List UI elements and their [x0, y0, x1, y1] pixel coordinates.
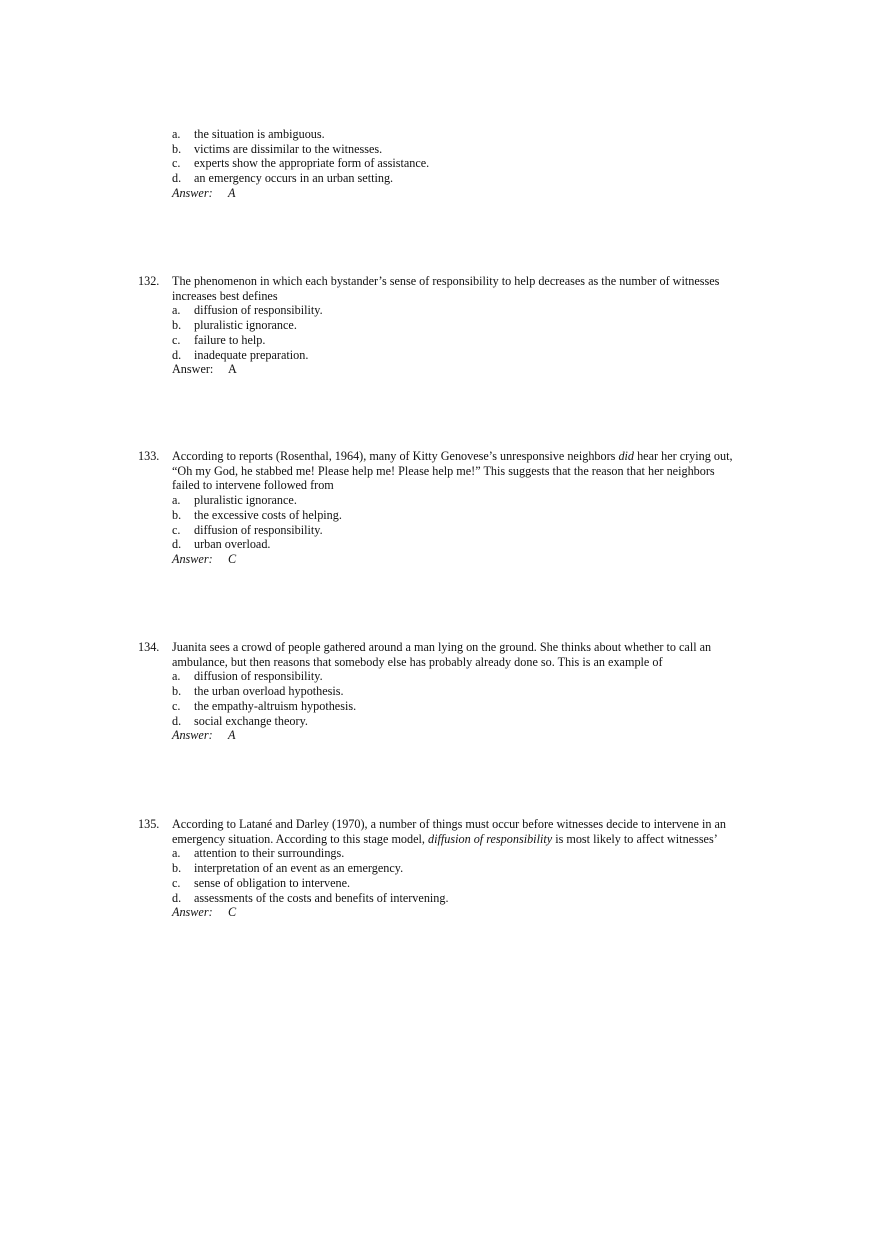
option-text: victims are dissimilar to the witnesses. — [194, 141, 383, 156]
answer-value: A — [228, 728, 236, 743]
answer-value: C — [228, 551, 237, 566]
option-b — [172, 861, 738, 876]
option-text: sense of obligation to intervene. — [194, 875, 351, 890]
question-stem — [172, 449, 742, 493]
option-text: pluralistic ignorance. — [194, 318, 297, 333]
stem-text: The phenomenon in which each bystander’s sense of responsibility to help decreases as the number of witnesses increases best defines — [172, 274, 720, 303]
answer-label: Answer: — [172, 728, 213, 743]
option-letter: d. — [172, 171, 182, 186]
option-text: experts show the appropriate form of assistance. — [194, 156, 430, 171]
option-letter: c. — [172, 522, 181, 537]
stem-text: According to reports (Rosenthal, 1964), many of Kitty Genovese’s unresponsive neighbors — [172, 449, 619, 463]
option-letter: b. — [172, 507, 182, 522]
stem-text: According to Latané and Darley (1970), a number of things must occur before witnesses decide to intervene in an emergency situation. According to this stage model, — [172, 817, 727, 846]
question-131-continuation — [138, 127, 738, 201]
answer-value: A — [228, 185, 236, 200]
option-letter: b. — [172, 861, 182, 876]
option-a — [172, 127, 738, 142]
option-d — [172, 891, 738, 906]
option-letter: c. — [172, 875, 181, 890]
option-a — [172, 303, 738, 318]
option-c — [172, 876, 738, 891]
option-a — [172, 846, 738, 861]
answer — [172, 552, 738, 567]
question-stem — [172, 274, 742, 303]
option-c — [172, 523, 738, 538]
question-number: 133. — [138, 449, 160, 463]
option-d — [172, 714, 738, 729]
question-133 — [138, 449, 738, 567]
option-b — [172, 318, 738, 333]
question-134 — [138, 640, 738, 743]
question-132 — [138, 274, 738, 377]
question-number: 132. — [138, 274, 160, 288]
option-b — [172, 508, 738, 523]
option-text: pluralistic ignorance. — [194, 493, 297, 508]
option-letter: c. — [172, 156, 181, 171]
answer-label: Answer: — [172, 551, 213, 566]
option-letter: d. — [172, 713, 182, 728]
option-d — [172, 171, 738, 186]
answer — [172, 728, 738, 743]
stem-text: is most likely to affect witnesses’ — [552, 831, 718, 846]
question-135 — [138, 817, 738, 920]
answer-label: Answer: — [172, 362, 214, 377]
option-letter: a. — [172, 303, 181, 318]
answer — [172, 362, 738, 377]
option-letter: c. — [172, 332, 181, 347]
option-letter: b. — [172, 684, 182, 699]
option-text: the urban overload hypothesis. — [194, 684, 344, 699]
answer — [172, 905, 738, 920]
option-text: interpretation of an event as an emergency. — [194, 861, 404, 876]
option-letter: c. — [172, 698, 181, 713]
option-letter: a. — [172, 846, 181, 861]
stem-text: Juanita sees a crowd of people gathered around a man lying on the ground. She thinks about whether to call an ambulance, but then reasons that somebody else has probably already done so. This is an example of — [172, 640, 712, 669]
option-text: the excessive costs of helping. — [194, 507, 342, 522]
option-letter: b. — [172, 318, 182, 333]
option-a — [172, 669, 738, 684]
option-text: attention to their surroundings. — [194, 846, 345, 861]
option-text: the situation is ambiguous. — [194, 127, 325, 141]
option-text: urban overload. — [194, 537, 271, 552]
option-letter: d. — [172, 890, 182, 905]
answer-value: C — [228, 905, 237, 920]
answer — [172, 186, 738, 201]
option-letter: a. — [172, 127, 181, 141]
stem-text: hear her crying out, “Oh my God, he stabbed me! Please help me! Please help me!” This suggests that the reason that her neighbors failed to intervene followed from — [172, 449, 733, 493]
option-letter: a. — [172, 669, 181, 684]
question-number: 134. — [138, 640, 160, 654]
option-d — [172, 348, 738, 363]
option-a — [172, 493, 738, 508]
option-text: inadequate preparation. — [194, 347, 309, 362]
stem-emphasis: did — [618, 449, 635, 463]
option-text: assessments of the costs and benefits of intervening. — [194, 890, 449, 905]
option-text: failure to help. — [194, 332, 266, 347]
option-c — [172, 699, 738, 714]
option-letter: d. — [172, 537, 182, 552]
question-number: 135. — [138, 817, 160, 831]
option-b — [172, 684, 738, 699]
answer-label: Answer: — [172, 185, 213, 200]
option-letter: b. — [172, 141, 182, 156]
option-letter: a. — [172, 493, 181, 508]
option-text: the empathy-altruism hypothesis. — [194, 698, 357, 713]
stem-emphasis: diffusion of responsibility — [428, 831, 553, 846]
option-text: an emergency occurs in an urban setting. — [194, 171, 394, 186]
option-b — [172, 142, 738, 157]
option-d — [172, 537, 738, 552]
question-stem — [172, 817, 742, 846]
option-c — [172, 156, 738, 171]
answer-value: A — [228, 362, 237, 377]
option-c — [172, 333, 738, 348]
option-letter: d. — [172, 347, 182, 362]
option-text: diffusion of responsibility. — [194, 669, 323, 684]
option-text: diffusion of responsibility. — [194, 303, 323, 318]
option-text: diffusion of responsibility. — [194, 522, 323, 537]
question-stem — [172, 640, 742, 669]
option-text: social exchange theory. — [194, 713, 308, 728]
answer-label: Answer: — [172, 905, 213, 920]
